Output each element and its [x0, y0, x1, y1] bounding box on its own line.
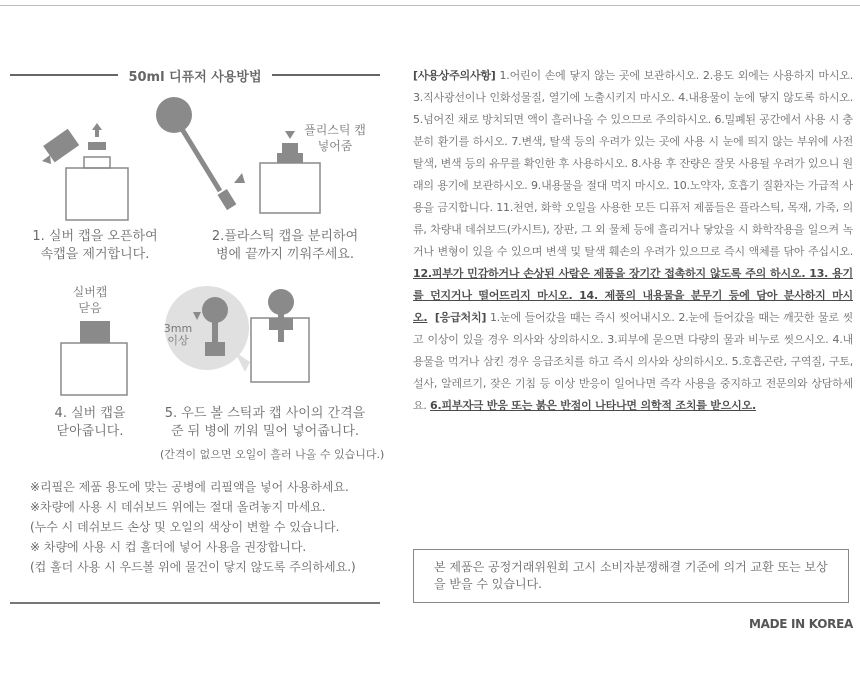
caution-underlined-1: 12.피부가 민감하거나 손상된 사람은 제품을 장기간 접촉하지 않도록 주의 하시오. 13. 용기를 던지거나 떨어뜨리지 마시오. 14. 제품의 내용물을 분무기 등에 담아 분사하지 마시오. [413, 267, 853, 324]
caution-heading: [사용상주의사항] [413, 69, 496, 82]
made-in-label: MADE IN KOREA [748, 617, 853, 631]
step2-cap-insert-illustration [150, 95, 390, 225]
usage-note: (누수 시 데쉬보드 손상 및 오일의 색상이 변할 수 있습니다. [30, 520, 340, 534]
caution-underlined-2: 6.피부자극 반응 또는 붉은 반점이 나타나면 의학적 조치를 받으시오. [430, 399, 756, 412]
usage-note: ※차량에 사용 시 데쉬보드 위에는 절대 올려놓지 마세요. [30, 500, 326, 514]
gap-label: 3mm 이상 [163, 322, 193, 347]
step4-caption: 4. 실버 캡을 닫아줍니다. [54, 406, 126, 439]
exchange-notice-box [413, 549, 849, 603]
plastic-cap-label: 플리스틱 캡 넣어줌 [304, 123, 366, 153]
title-rule-right [272, 74, 380, 76]
emergency-paragraph: 1.눈에 들어갔을 때는 즉시 씻어내시오. 2.눈에 들어갔을 때는 깨끗한 물로 씻고 이상이 있을 경우 의사와 상의하시오. 3.피부에 묻으면 다량의 물과 비누로 씻으시오. 4.내용물을 먹거나 삼킨 경우 응급조치를 하고 즉시 의사와 상의하시오. 5.호흡곤란, 구역질, 구토, 설사, 알레르기, 잦은 기침 등 이상 반응이 일어나면 즉각 사용을 중지하고 전문의와 상담하세요. [413, 311, 853, 412]
step5-caption: 5. 우드 볼 스틱과 캡 사이의 간격을 준 뒤 병에 끼워 밀어 넣어줍니다. [164, 406, 366, 439]
usage-note: ※리필은 제품 용도에 맞는 공병에 리필액을 넣어 사용하세요. [30, 480, 349, 494]
step2-caption: 2.플라스틱 캡을 분리하여 병에 끝까지 끼워주세요. [211, 229, 359, 262]
exchange-notice-text: 본 제품은 공정거래위원회 고시 소비자분쟁해결 기준에 의거 교환 또는 보상을 받을 수 있습니다. [434, 560, 828, 591]
step1-caption: 1. 실버 캡을 오픈하여 속캡을 제거합니다. [32, 229, 158, 262]
step4-bottle-illustration [55, 318, 135, 398]
usage-bottom-rule [10, 602, 380, 604]
step5-note: (간격이 없으면 오일이 흘러 나올 수 있습니다.) [160, 448, 385, 461]
usage-note: (컵 홀더 사용 시 우드볼 위에 물건이 닿지 않도록 주의하세요.) [30, 560, 356, 574]
emergency-heading: [응급처치] [434, 311, 487, 324]
caution-paragraph-1: 1.어린이 손에 닿지 않는 곳에 보관하시오. 2.용도 외에는 사용하지 마시오. 3.직사광선이나 인화성물질, 열기에 노출시키지 마시오. 4.내용물이 눈에 닿지 않도록 하시오. 5.넘어진 채로 방치되면 액이 흘러나올 수 있으므로 주의하시오. 6.밀폐된 공간에서 사용 시 충분히 환기를 하시오. 7.변색, 탈색 등의 우려가 있는 곳에 사용 시 눈에 띄지 않는 부위에 사전 탈색, 변색 등의 유무를 확인한 후 사용하시오. 8.사용 후 잔량은 잘못 사용될 우려가 있으니 원래의 용기에 보관하시오. 9.내용물을 절대 먹지 마시오. 10.노약자, 호흡기 질환자는 가급적 사용을 금지합니다. 11.천연, 화학 오일을 사용한 모든 디퓨저 제품들은 플라스틱, 목재, 가죽, 의류, 차량내 데쉬보드(카시트), 장판, 그 외 물체 등에 흘리거나 닿았을 시 화학작용을 일으켜 녹거나 변형이 있을 수 있으며 변색 및 탈색 훼손의 우려가 있으므로 즉시 액체를 닦아 주십시오. [413, 69, 853, 258]
usage-notes [30, 477, 390, 577]
caution-text [413, 65, 853, 417]
usage-title: 50ml 디퓨저 사용방법 [128, 70, 262, 85]
usage-title-row [10, 66, 380, 85]
silver-cap-label: 실버캡 닫음 [72, 285, 108, 315]
usage-panel [0, 0, 395, 700]
step1-bottle-illustration [40, 115, 160, 225]
usage-note: ※ 차량에 사용 시 컵 홀더에 넣어 사용을 권장합니다. [30, 540, 307, 554]
